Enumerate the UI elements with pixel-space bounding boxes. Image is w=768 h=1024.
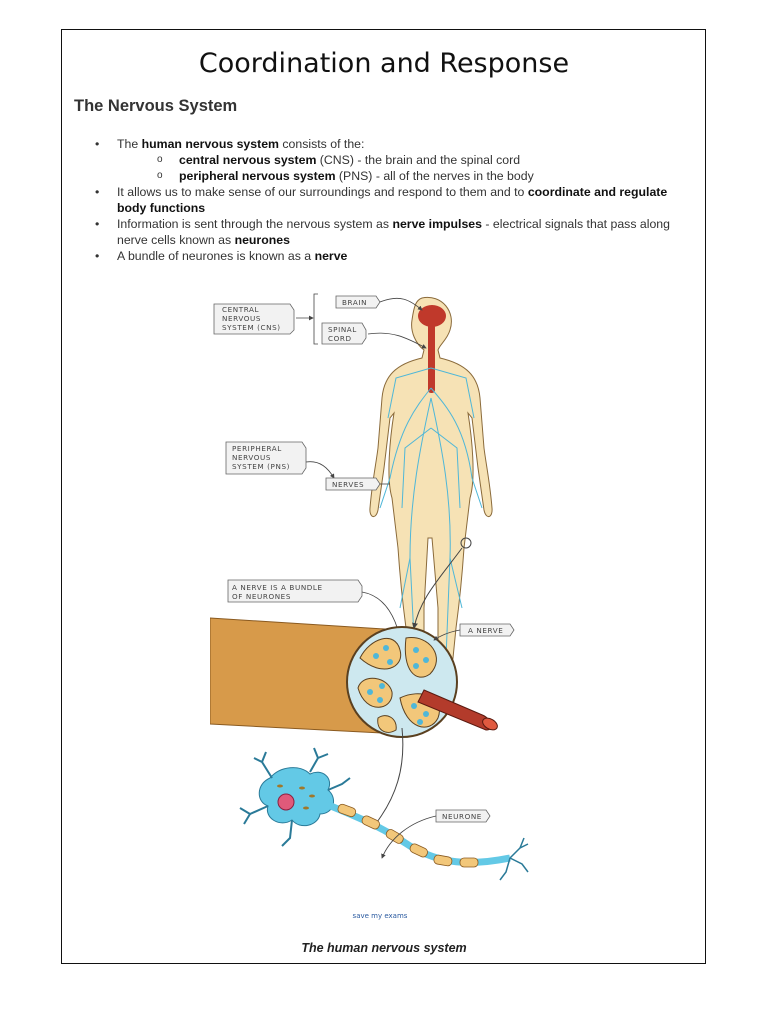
pns-label (226, 442, 334, 478)
svg-text:CENTRAL: CENTRAL (222, 305, 260, 314)
cns-label (214, 294, 318, 344)
bullet-bold: neurones (234, 233, 290, 247)
bullet-item (95, 216, 695, 248)
svg-text:NERVOUS: NERVOUS (232, 453, 271, 462)
zoom-arrow (374, 728, 403, 826)
diagram-svg (210, 278, 550, 928)
page-title: Coordination and Response (198, 48, 570, 79)
spinal-cord-shape (428, 323, 435, 393)
bullet-bold: nerve impulses (392, 217, 482, 231)
svg-text:CORD: CORD (328, 334, 352, 343)
sub-list (117, 152, 695, 184)
bullet-text: The (117, 137, 142, 151)
bullet-bold: peripheral nervous system (179, 169, 336, 183)
svg-text:SPINAL: SPINAL (328, 325, 357, 334)
bullet-bold: human nervous system (141, 137, 279, 151)
svg-text:OF NEURONES: OF NEURONES (232, 592, 291, 601)
bullet-bold: central nervous system (179, 153, 317, 167)
bullet-text: - electrical signals that pass along nerve cells known as (117, 217, 670, 247)
brain-label (336, 296, 422, 310)
bullet-bold: nerve (314, 249, 348, 263)
svg-text:A NERVE: A NERVE (468, 626, 504, 635)
svg-text:PERIPHERAL: PERIPHERAL (232, 444, 282, 453)
svg-text:NERVES: NERVES (332, 480, 365, 489)
nervous-system-diagram (210, 278, 550, 928)
section-heading: The Nervous System (74, 97, 238, 115)
svg-text:BRAIN: BRAIN (342, 298, 368, 307)
bullet-item (95, 248, 695, 264)
bullet-text: (PNS) - all of the nerves in the body (335, 169, 534, 183)
figure-caption: The human nervous system (301, 941, 467, 955)
bullet-list (95, 136, 695, 264)
svg-text:SYSTEM (PNS): SYSTEM (PNS) (232, 462, 291, 471)
watermark: save my exams (352, 912, 408, 920)
bullet-bold: coordinate and regulate body functions (117, 185, 668, 215)
bullet-text: It allows us to make sense of our surroundings and respond to them and to (117, 185, 528, 199)
nerve-bundle-illustration (210, 618, 499, 737)
bullet-text: Information is sent through the nervous system as (117, 217, 393, 231)
svg-text:SYSTEM (CNS): SYSTEM (CNS) (222, 323, 281, 332)
human-body-figure (370, 297, 492, 667)
bullet-text: A bundle of neurones is known as a (117, 249, 315, 263)
bullet-item (95, 136, 695, 184)
sub-bullet-item (157, 152, 695, 168)
svg-text:NERVOUS: NERVOUS (222, 314, 261, 323)
bullet-text: (CNS) - the brain and the spinal cord (316, 153, 521, 167)
svg-text:NEURONE: NEURONE (442, 812, 482, 821)
sub-bullet-item (157, 168, 695, 184)
spinal-cord-label (322, 323, 426, 348)
bullet-item (95, 184, 695, 216)
svg-text:A NERVE IS A BUNDLE: A NERVE IS A BUNDLE (232, 583, 323, 592)
bullet-text: consists of the: (278, 137, 365, 151)
